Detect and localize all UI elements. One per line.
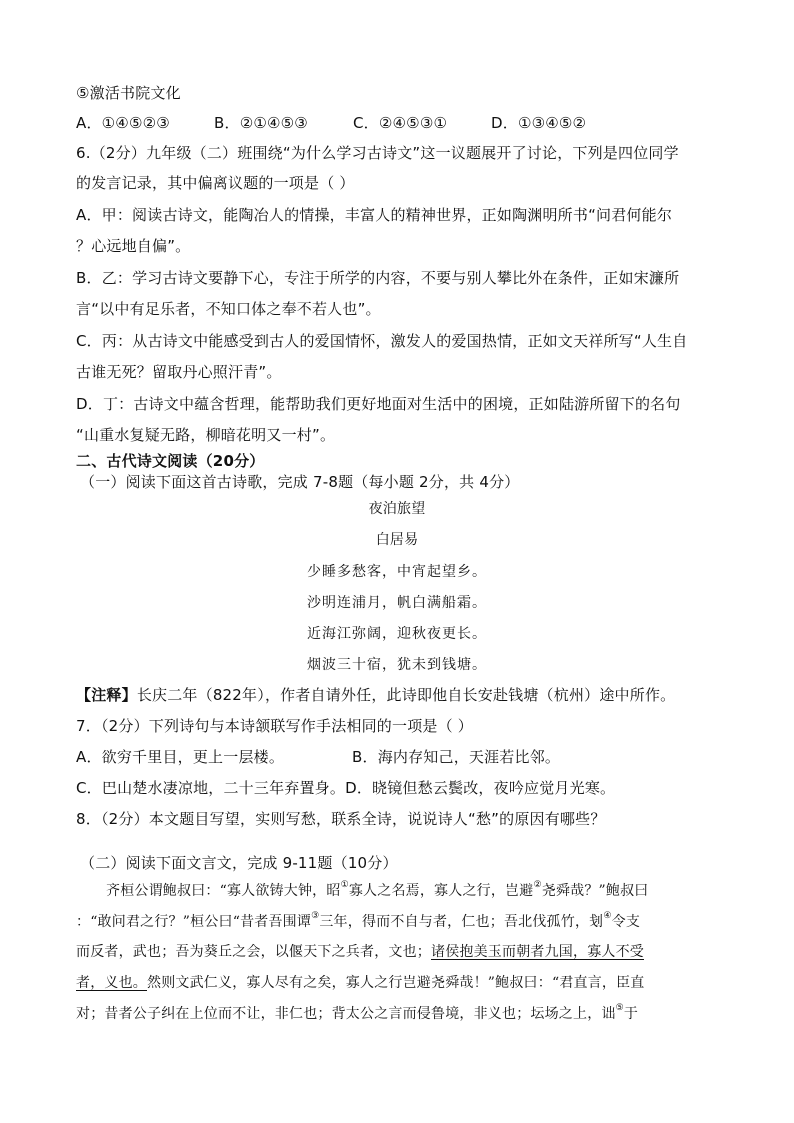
- classical-line-3: [76, 942, 644, 962]
- q6-option-a-line1: A．甲：阅读古诗文，能陶冶人的情操，丰富人的精神世界，正如陶渊明所书“问君何能尔: [76, 206, 673, 224]
- q7-option-b: B．海内存知己，天涯若比邻。: [352, 748, 561, 766]
- q7-option-a: A．欲穷千里目，更上一层楼。: [76, 748, 285, 766]
- q7-options-row2: [76, 778, 615, 798]
- underlined-sentence: 者，义也。: [76, 975, 147, 991]
- section-heading: 二、古代诗文阅读（20分）: [76, 452, 265, 470]
- poem-line-4: 烟波三十宿，犹未到钱塘。: [307, 657, 487, 673]
- classical-text: 于: [623, 1006, 639, 1022]
- poem-line-1: 少睡多愁客，中宵起望乡。: [307, 564, 487, 580]
- classical-line-4: [76, 973, 645, 993]
- q6-option-d-line2: “山重水复疑无路，柳暗花明又一村”。: [76, 426, 336, 444]
- classical-text: 三年，得而不自与者，仁也；吾北伐孤竹，刬: [319, 914, 604, 930]
- q6-option-b-line1: B．乙：学习古诗文要静下心，专注于所学的内容，不要与别人攀比外在条件，正如宋濂所: [76, 269, 680, 287]
- note-text: 长庆二年（822年），作者自请外任，此诗即他自长安赴钱塘（杭州）途中所作。: [136, 686, 676, 704]
- footnote-marker: ①: [340, 880, 349, 891]
- part1-intro: （一）阅读下面这首古诗歌，完成 7-8题（每小题 2分，共 4分）: [80, 473, 520, 491]
- q6-option-a-line2: ？心远地自偏”。: [76, 237, 191, 255]
- classical-text: 而反者，武也；吾为葵丘之会，以偃天下之兵者，文也；: [76, 944, 431, 960]
- part2-intro: （二）阅读下面文言文，完成 9-11题（10分）: [80, 854, 398, 872]
- q7-options-row1: [76, 747, 560, 767]
- q5-options: [76, 113, 586, 133]
- q6-option-d-line1: D．丁：古诗文中蕴含哲理，能帮助我们更好地面对生活中的困境，正如陆游所留下的名句: [76, 395, 681, 413]
- classical-text: ：“敢问君之行？”桓公曰“昔者吾围谭: [76, 914, 312, 930]
- footnote-marker: ④: [603, 911, 612, 922]
- q6-option-c-line2: 古谁无死？留取丹心照汗青”。: [76, 363, 282, 381]
- q6-option-b-line2: 言“以中有足乐者，不知口体之奉不若人也”。: [76, 300, 381, 318]
- q5-option-b: B．②①④⑤③: [214, 114, 308, 132]
- classical-text: 寡人之名焉，寡人之行，岂避: [348, 883, 534, 899]
- classical-text: 尧舜哉？”鲍叔曰: [541, 883, 649, 899]
- note-label: 【注释】: [76, 686, 137, 704]
- footnote-marker: ③: [311, 911, 320, 922]
- poem-title: 夜泊旅望: [368, 501, 426, 517]
- q5-option-d: D．①③④⑤②: [491, 114, 587, 132]
- q7-option-c: C．巴山楚水凄凉地，二十三年弃置身。: [76, 779, 346, 797]
- classical-text: 然则文武仁义，寡人尽有之矣，寡人之行岂避尧舜哉！”鲍叔曰：“君直言，臣直: [147, 975, 645, 991]
- q5-option-a: A．①④⑤②③: [76, 114, 170, 132]
- classical-line-5: [76, 1004, 638, 1024]
- footnote-marker: ②: [533, 880, 542, 891]
- footnote-marker: ⑤: [615, 1003, 624, 1014]
- q6-stem-line2: 的发言记录，其中偏离议题的一项是（ ）: [76, 174, 355, 192]
- q5-option-c: C．②④⑤③①: [353, 114, 448, 132]
- q8-stem: 8．（2分）本文题目写望，实则写愁，联系全诗，说说诗人“愁”的原因有哪些？: [76, 810, 606, 828]
- poem-line-2: 沙明连浦月，帆白满船霜。: [307, 595, 487, 611]
- q6-stem-line1: 6.（2分）九年级（二）班围绕“为什么学习古诗文”这一议题展开了讨论，下列是四位同学: [76, 144, 679, 162]
- poem-author: 白居易: [375, 532, 419, 548]
- classical-text: 令支: [611, 914, 641, 930]
- classical-text: 对；昔者公子纠在上位而不让，非仁也；背太公之言而侵鲁境，非义也；坛场之上，诎: [76, 1006, 616, 1022]
- poem-line-3: 近海江弥阔，迎秋夜更长。: [307, 626, 487, 642]
- underlined-sentence: 诸侯抱美玉而朝者九国，寡人不受: [431, 944, 644, 960]
- q7-option-d: D．晓镜但愁云鬓改，夜吟应觉月光寒。: [345, 779, 616, 797]
- classical-line-2: [76, 912, 640, 932]
- q6-option-c-line1: C．丙：从古诗文中能感受到古人的爱国情怀，激发人的爱国热情，正如文天祥所写“人生自: [76, 332, 688, 350]
- classical-line-1: [106, 881, 649, 901]
- classical-text: 齐桓公谓鲍叔曰：“寡人欲铸大钟，昭: [106, 883, 341, 899]
- poem-note: [76, 685, 675, 705]
- q5-item-5: ⑤激活书院文化: [76, 84, 181, 102]
- q7-stem: 7．（2分）下列诗句与本诗颔联写作手法相同的一项是（ ）: [76, 717, 473, 735]
